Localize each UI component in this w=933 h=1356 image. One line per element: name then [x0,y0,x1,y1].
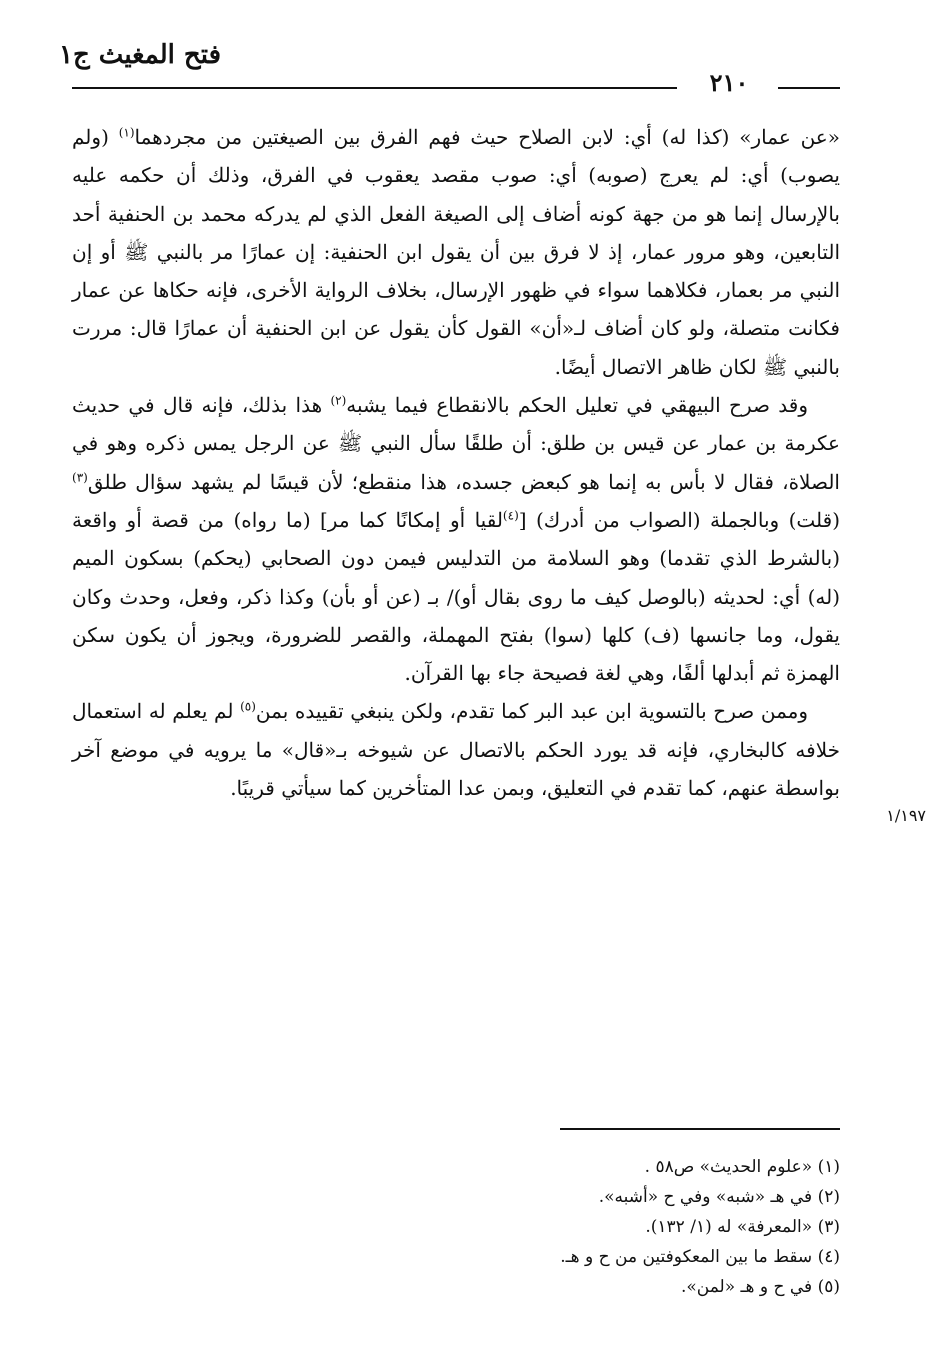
footnote-marker-5: (٥) [240,699,256,714]
footnote-marker-4: (٤) [502,508,519,523]
paragraph-2-text: وقد صرح البيهقي في تعليل الحكم بالانقطاع فيما يشبه [346,393,809,418]
footnote-3: (٣) «المعرفة» له (١/ ١٣٢). [645,1217,840,1237]
page-number: ٢١٠ [709,68,749,97]
running-title: فتح المغيث ج١ [58,40,221,70]
paragraph-2-continuation-3: لقيا أو إمكانًا كما مر] (ما رواه) من قصة أو واقعة (بالشرط الذي تقدما) وهو السلامة من التدليس فيمن دون الصحابي (يحكم) بسكون الميم (له) أي: لحديثه (بالوصل كيف ما روى بقال أو)/ بـ (عن أو بأن) وكذا ذكر، وفعل، وحدث وكان يقول، وما جانسها (ف) كلها (سوا) بفتح المهملة، والقصر للضرورة، ويجوز أن يكون سكن الهمزة ثم أبدلها ألفًا، وهي لغة فصيحة جاء بها القرآن. [72,507,840,686]
footnote-1: (١) «علوم الحديث» ص٥٨ . [644,1157,840,1177]
header-rule-short [778,87,840,89]
footnote-5: (٥) في ح و هـ «لمن». [680,1277,840,1297]
footnote-marker-2: (٢) [330,393,347,408]
paragraph-3-continuation: لم يعلم له استعمال خلافه كالبخاري، فإنه قد يورد الحكم بالاتصال عن شيوخه بـ«قال» ما يرويه في موضع آخر بواسطة عنهم، كما تقدم في التعليق، وبمن عدا المتأخرين كما سيأتي قريبًا. [72,699,840,801]
paragraph-1 [72,118,840,386]
paragraph-1-continuation: (ولم يصوب) أي: لم يعرج (صوبه) أي: صوب مقصد يعقوب في الفرق، وذلك أن حكمه عليه بالإرسال إنما هو من جهة كونه أضاف إلى الصيغة الفعل الذي لم يدركه محمد بن الحنفية أحد التابعين، وهو مرور عمار، إذ لا فرق بين أن يقول ابن الحنفية: إن عمارًا مر بالنبي ﷺ أو إن النبي مر بعمار، فكلاهما سواء في ظهور الإرسال، بخلاف الرواية الأخرى، فإنه حكاها عن عمار فكانت متصلة، ولو كان أضاف لـ«أن» القول كأن يقول عن ابن الحنفية أن عمارًا قال: مررت بالنبي ﷺ لكان ظاهر الاتصال أيضًا. [72,125,840,379]
margin-folio-reference: ١/١٩٧ [886,806,926,825]
main-text [72,118,840,807]
footnote-4: (٤) سقط ما بين المعكوفتين من ح و هـ. [560,1247,840,1267]
footnote-marker-1: (١) [118,125,135,140]
footnote-separator [560,1128,840,1130]
paragraph-3 [72,692,840,807]
footnote-marker-3: (٣) [72,470,88,485]
paragraph-2-continuation: هذا بذلك، فإنه قال في حديث عكرمة بن عمار عن قيس بن طلق: أن طلقًا سأل النبي ﷺ عن الرجل يمس ذكره وهو في الصلاة، فقال لا بأس به إنما هو كبعض جسده، هذا منقطع؛ لأن قيسًا لم يشهد سؤال طلق [72,393,840,494]
paragraph-2-continuation-2: (قلت) وبالجملة (الصواب من أدرك) [ [518,507,840,532]
footnote-2: (٢) في هـ «شبه» وفي ح «أشبه». [598,1187,840,1207]
paragraph-3-text: وممن صرح بالتسوية ابن عبد البر كما تقدم، ولكن ينبغي تقييده بمن [255,699,809,724]
paragraph-2 [72,386,840,692]
paragraph-1-text: «عن عمار» (كذا له) أي: لابن الصلاح حيث فهم الفرق بين الصيغتين من مجردهما [134,125,840,149]
header-rule [72,87,677,89]
footnotes [72,1152,840,1302]
